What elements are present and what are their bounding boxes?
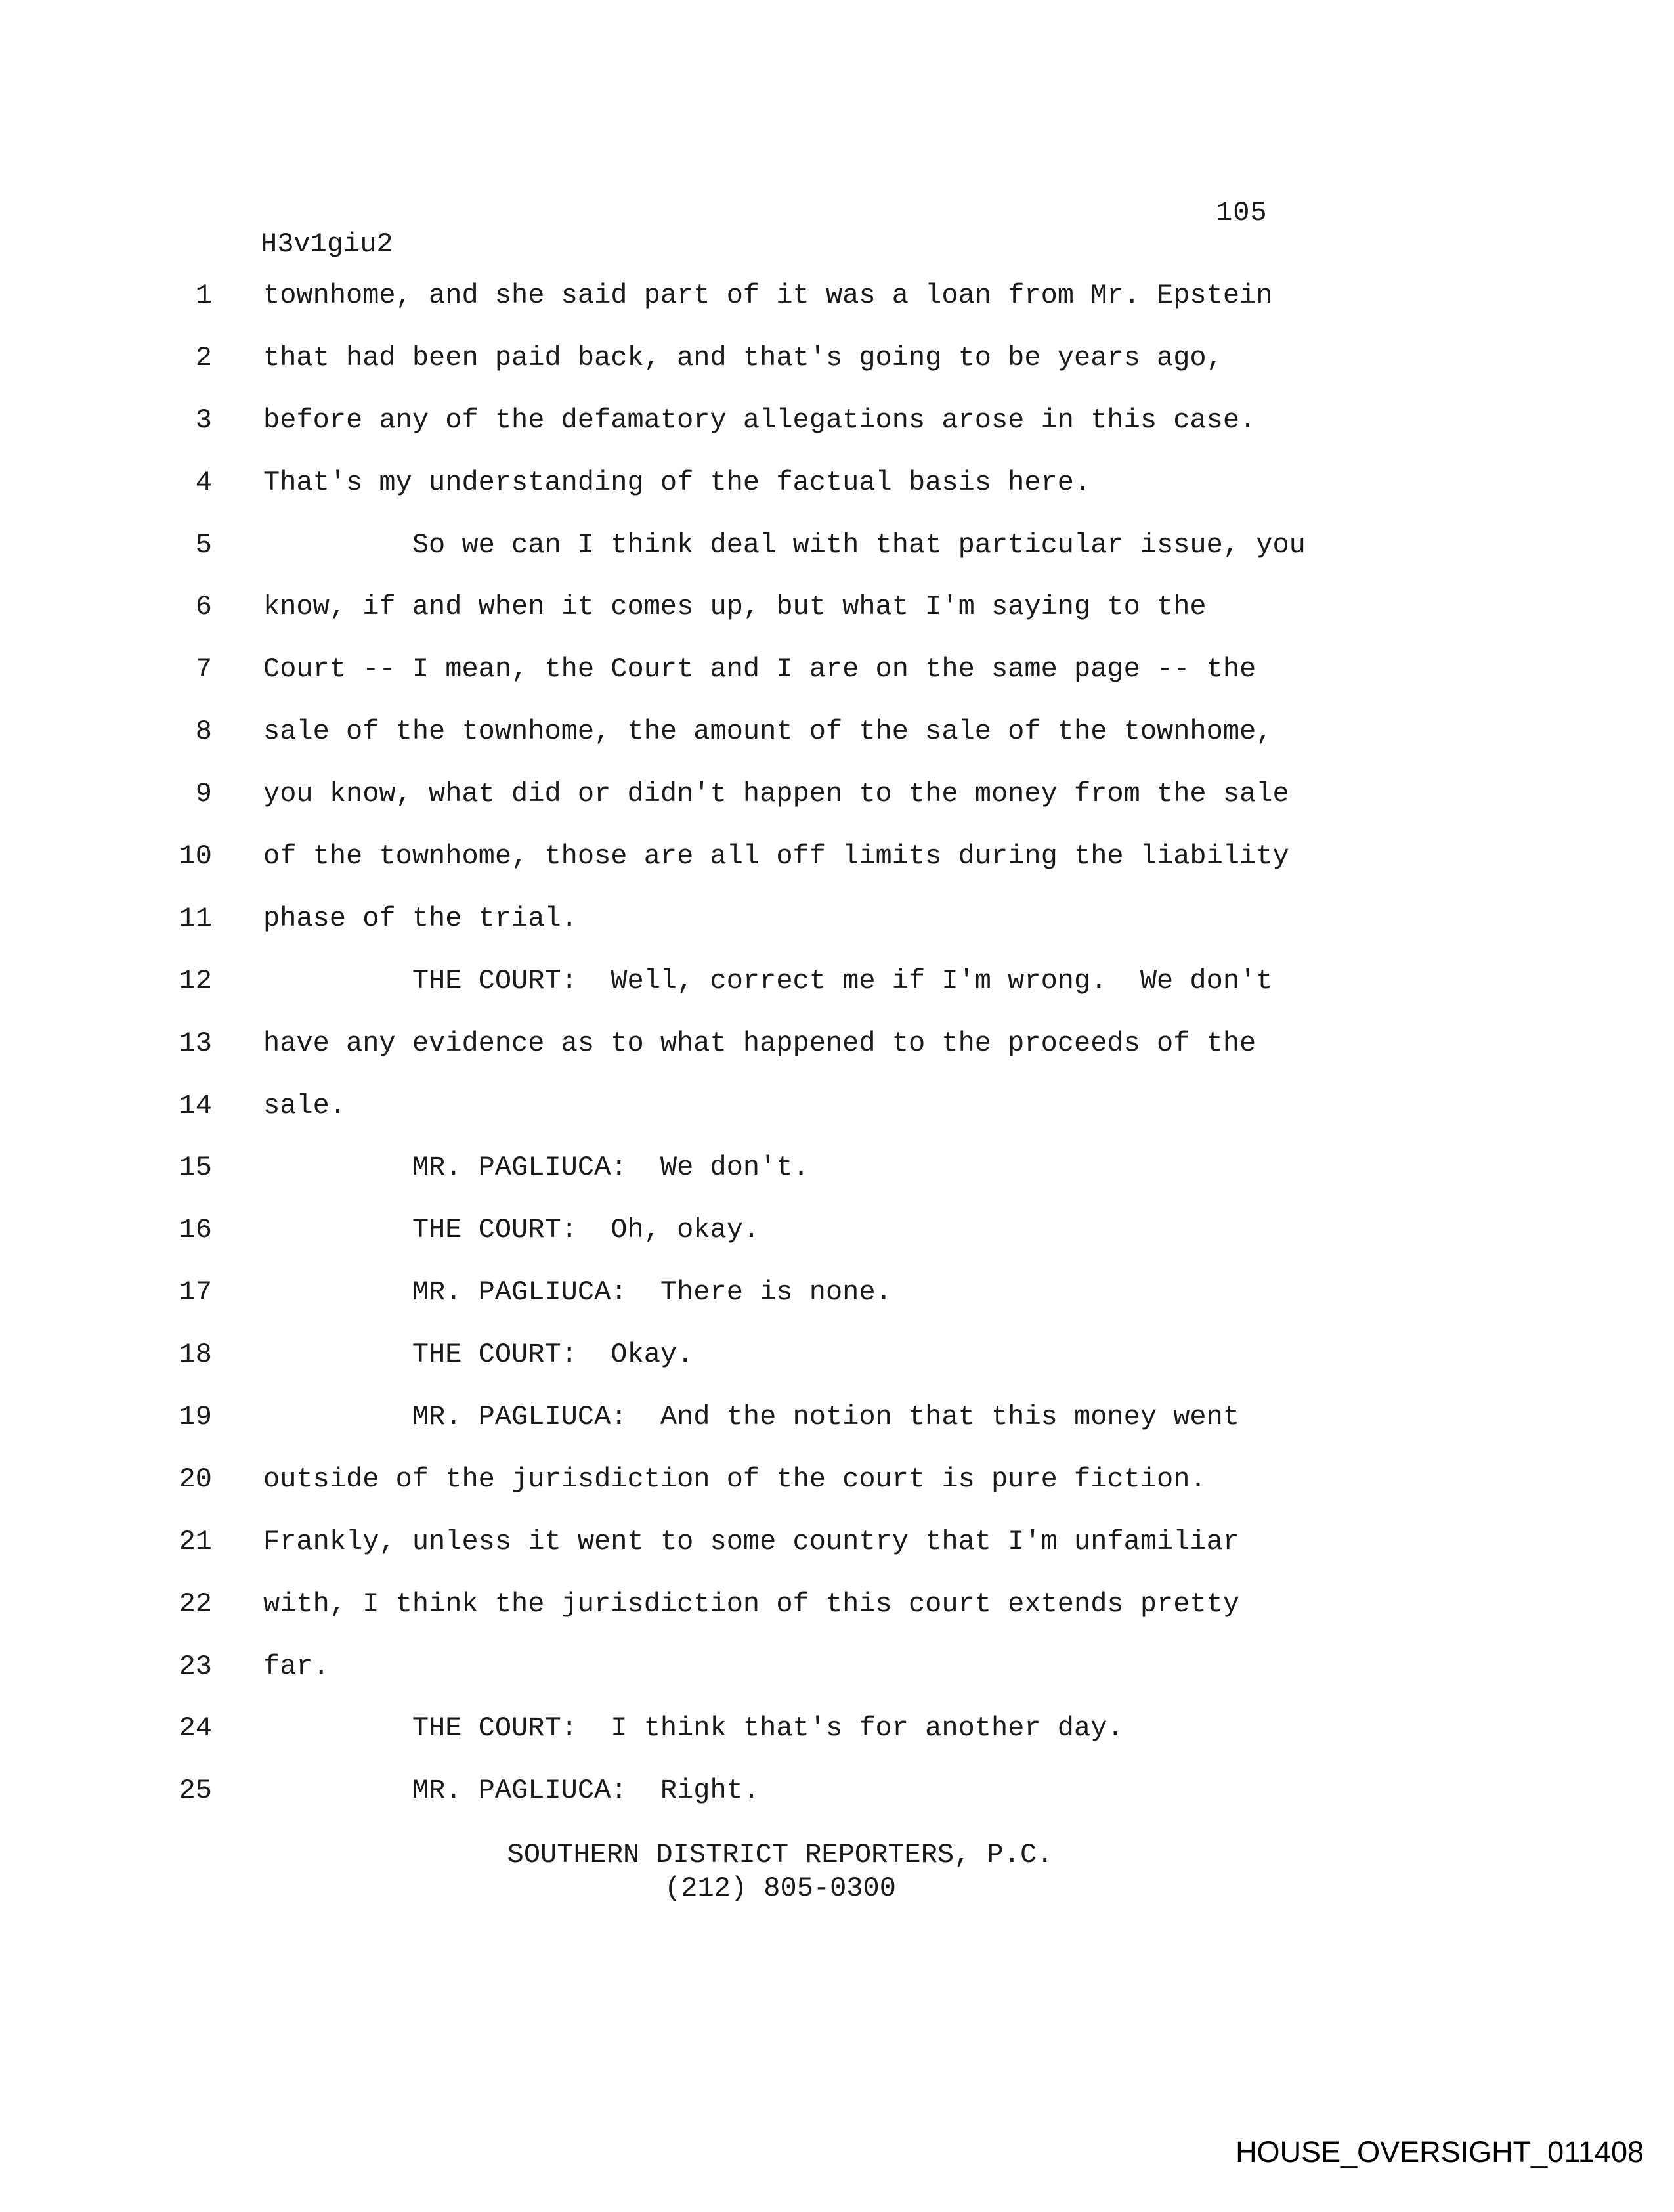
line-text: of the townhome, those are all off limits during the liability (263, 840, 1289, 873)
line-number: 9 (195, 778, 212, 810)
line-text: sale of the townhome, the amount of the sale of the townhome, (263, 716, 1273, 748)
transcript-line (0, 278, 1674, 341)
transcript-line (0, 714, 1674, 777)
line-text: THE COURT: Oh, okay. (263, 1214, 760, 1246)
reporter-footer (261, 1838, 1300, 1905)
line-text: townhome, and she said part of it was a loan from Mr. Epstein (263, 280, 1273, 311)
line-text: sale. (263, 1089, 347, 1121)
transcript-line (0, 1587, 1674, 1649)
line-number: 21 (179, 1525, 212, 1557)
line-text: outside of the jurisdiction of the court is pure fiction. (263, 1463, 1207, 1495)
line-number: 17 (179, 1276, 212, 1309)
line-text: THE COURT: I think that's for another day. (263, 1712, 1124, 1745)
line-number: 7 (195, 653, 212, 685)
line-number: 10 (179, 840, 212, 873)
transcript-line (0, 1026, 1674, 1089)
transcript-line (0, 1773, 1674, 1836)
reporter-name: SOUTHERN DISTRICT REPORTERS, P.C. (507, 1839, 1054, 1871)
reporter-phone: (212) 805-0300 (664, 1873, 896, 1904)
line-text: have any evidence as to what happened to the proceeds of the (263, 1027, 1256, 1059)
line-number: 24 (179, 1712, 212, 1745)
transcript-line (0, 528, 1674, 590)
transcript-line (0, 1711, 1674, 1773)
transcript-line (0, 964, 1674, 1026)
transcript-line (0, 1400, 1674, 1462)
line-text: MR. PAGLIUCA: There is none. (263, 1276, 892, 1309)
line-text: Court -- I mean, the Court and I are on the same page -- the (263, 653, 1256, 685)
transcript-line (0, 1150, 1674, 1213)
transcript-line (0, 466, 1674, 528)
line-number: 13 (179, 1027, 212, 1059)
line-text: So we can I think deal with that particular issue, you (263, 529, 1306, 561)
transcript-line (0, 1275, 1674, 1337)
line-number: 18 (179, 1339, 212, 1371)
line-number: 16 (179, 1214, 212, 1246)
line-number: 15 (179, 1152, 212, 1184)
line-text: you know, what did or didn't happen to the money from the sale (263, 778, 1289, 810)
line-number: 4 (195, 466, 212, 498)
transcript-line (0, 1649, 1674, 1712)
transcript-line (0, 1089, 1674, 1151)
line-number: 1 (195, 280, 212, 311)
line-number: 23 (179, 1650, 212, 1682)
line-number: 25 (179, 1775, 212, 1807)
line-number: 20 (179, 1463, 212, 1495)
line-text: THE COURT: Okay. (263, 1339, 694, 1371)
line-text: that had been paid back, and that's going to be years ago, (263, 341, 1223, 374)
transcript-line (0, 341, 1674, 403)
line-number: 8 (195, 716, 212, 748)
line-number: 11 (179, 902, 212, 934)
transcript-line (0, 839, 1674, 901)
transcript-line (0, 1337, 1674, 1400)
line-text: That's my understanding of the factual basis here. (263, 466, 1091, 498)
line-text: with, I think the jurisdiction of this court extends pretty (263, 1588, 1240, 1620)
line-number: 22 (179, 1588, 212, 1620)
line-text: THE COURT: Well, correct me if I'm wrong. We don't (263, 965, 1273, 997)
line-text: far. (263, 1650, 330, 1682)
line-number: 14 (179, 1089, 212, 1121)
line-number: 3 (195, 404, 212, 436)
page-number: 105 (1216, 197, 1268, 228)
transcript-line (0, 590, 1674, 652)
line-text: MR. PAGLIUCA: And the notion that this money went (263, 1401, 1240, 1433)
transcript-body (0, 278, 1674, 1836)
transcript-line (0, 777, 1674, 839)
line-text: MR. PAGLIUCA: We don't. (263, 1152, 809, 1184)
line-number: 5 (195, 529, 212, 561)
transcript-line (0, 1525, 1674, 1587)
line-number: 12 (179, 965, 212, 997)
transcript-header-id: H3v1giu2 (261, 228, 393, 260)
bates-stamp: HOUSE_OVERSIGHT_011408 (1235, 2135, 1644, 2169)
line-text: know, if and when it comes up, but what I'm saying to the (263, 591, 1207, 623)
line-text: before any of the defamatory allegations arose in this case. (263, 404, 1256, 436)
line-text: phase of the trial. (263, 902, 578, 934)
line-text: MR. PAGLIUCA: Right. (263, 1775, 760, 1807)
line-number: 6 (195, 591, 212, 623)
line-number: 19 (179, 1401, 212, 1433)
transcript-line (0, 403, 1674, 466)
transcript-line (0, 1213, 1674, 1275)
line-text: Frankly, unless it went to some country that I'm unfamiliar (263, 1525, 1240, 1557)
line-number: 2 (195, 341, 212, 374)
transcript-line (0, 901, 1674, 964)
transcript-line (0, 1462, 1674, 1525)
transcript-line (0, 652, 1674, 714)
